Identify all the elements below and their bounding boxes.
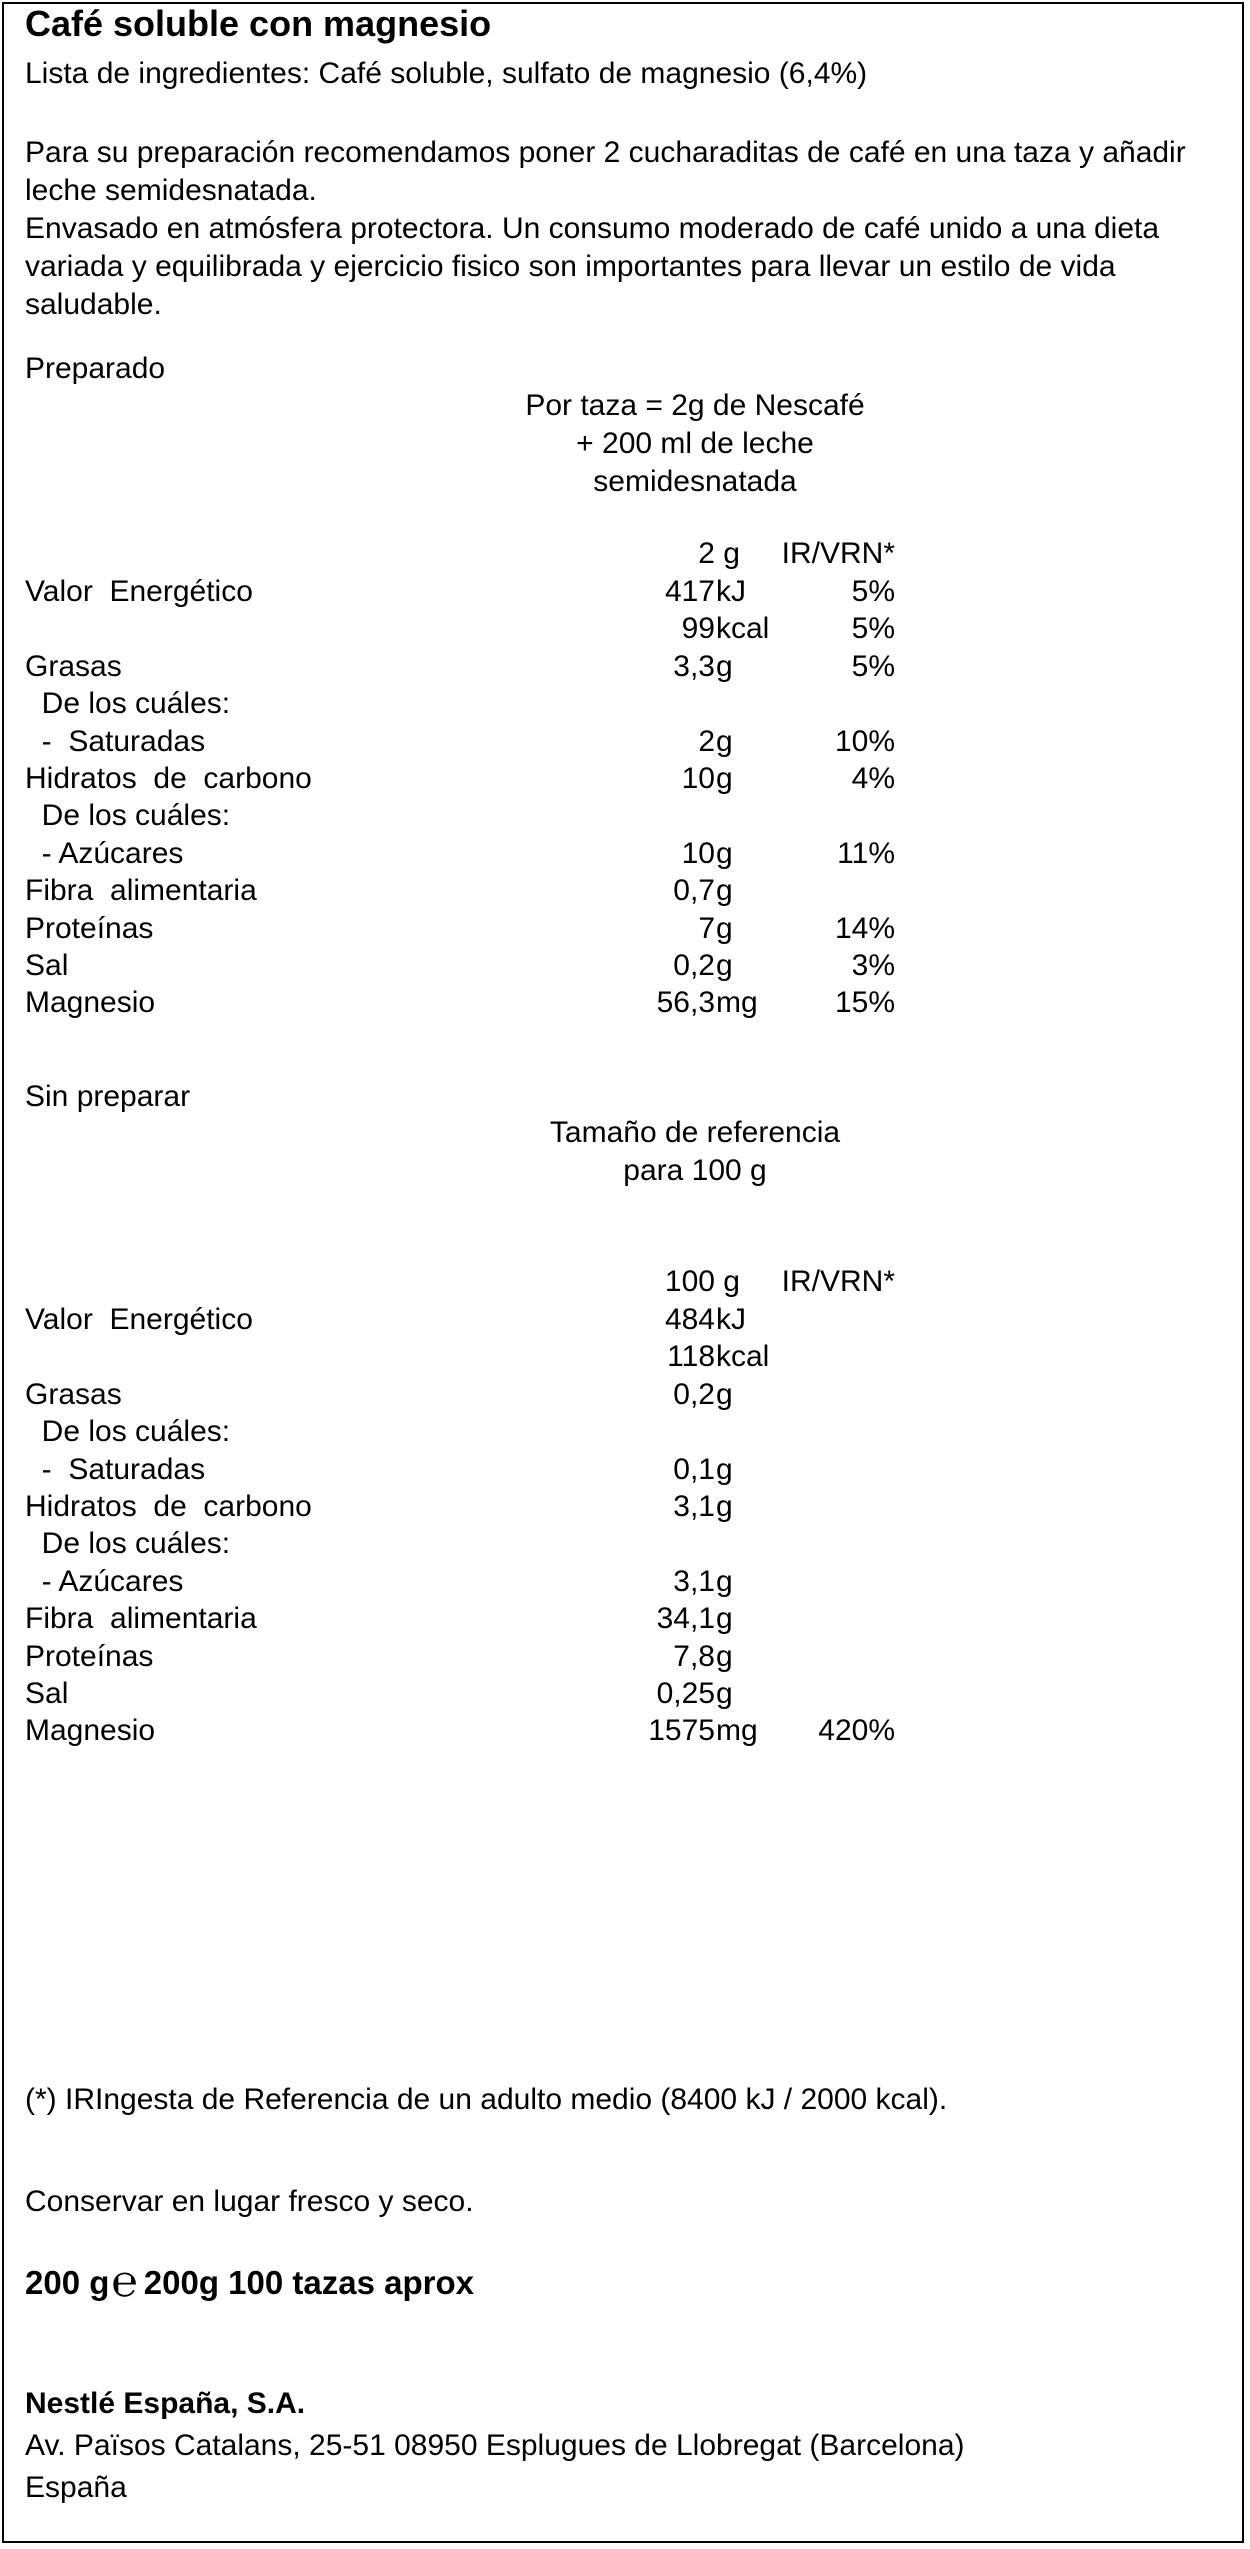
nutrient-value: 0,25 [656, 1677, 715, 1710]
nutrient-label: Magnesio [25, 1714, 156, 1747]
footnote: (*) IRIngesta de Referencia de un adulto medio (8400 kJ / 2000 kcal). [25, 2083, 948, 2116]
nutrient-label: Magnesio [25, 986, 156, 1019]
nutrient-ir-percent: 420% [818, 1714, 895, 1747]
nutrient-value: 0,1 [673, 1453, 715, 1486]
nutrient-unit: kJ [716, 1303, 746, 1336]
nutrient-label: - Azúcares [25, 837, 184, 870]
nutrient-unit: g [716, 1640, 733, 1673]
nutrient-ir-percent: 5% [851, 612, 895, 645]
nutrient-label: Valor Energético [25, 1303, 253, 1336]
unprepared-col-amount: 100 g [664, 1265, 740, 1298]
prepared-ref-line-3: semidesnatada [593, 465, 797, 498]
nutrient-ir-percent: 3% [851, 949, 895, 982]
nutrient-unit: g [716, 837, 733, 870]
nutrient-label: Proteínas [25, 912, 154, 945]
unprepared-ref-line-1: Tamaño de referencia [549, 1116, 841, 1149]
nutrient-unit: g [716, 725, 733, 758]
nutrient-ir-percent: 10% [834, 725, 895, 758]
nutrient-unit: g [716, 762, 733, 795]
nutrient-unit: kJ [716, 575, 746, 608]
prepared-section-label: Preparado [25, 352, 166, 385]
product-title: Café soluble con magnesio [25, 3, 492, 44]
nutrient-value: 99 [681, 612, 715, 645]
nutrient-label: De los cuáles: [25, 1527, 231, 1560]
estimated-sign-icon: ℮ [111, 2257, 138, 2306]
nutrient-unit: kcal [716, 1340, 770, 1373]
nutrient-unit: g [716, 949, 733, 982]
nutrient-label: - Saturadas [25, 1453, 206, 1486]
nutrient-label: Proteínas [25, 1640, 154, 1673]
ingredients-list: Lista de ingredientes: Café soluble, sulfato de magnesio (6,4%) [25, 57, 868, 90]
nutrient-ir-percent: 14% [834, 912, 895, 945]
preparation-text: Para su preparación recomendamos poner 2 cucharaditas de café en una taza y añadir leche semidesnatada. [25, 136, 1186, 207]
net-weight-detail: 200g 100 tazas aprox [143, 2264, 474, 2301]
nutrient-label: Valor Energético [25, 575, 253, 608]
nutrient-value: 417 [664, 575, 715, 608]
unprepared-ref-line-2: para 100 g [623, 1154, 767, 1187]
nutrient-label: De los cuáles: [25, 1415, 231, 1448]
nutrient-value: 56,3 [656, 986, 715, 1019]
nutrient-value: 3,3 [673, 650, 715, 683]
nutrient-unit: g [716, 1602, 733, 1635]
nutrient-label: Hidratos de carbono [25, 1490, 312, 1523]
nutrient-label: De los cuáles: [25, 687, 231, 720]
unprepared-col-ir: IR/VRN* [781, 1265, 895, 1298]
nutrient-label: Fibra alimentaria [25, 874, 257, 907]
nutrient-unit: g [716, 1565, 733, 1598]
nutrient-unit: mg [716, 1714, 758, 1747]
nutrient-ir-percent: 4% [851, 762, 895, 795]
nutrient-unit: g [716, 1378, 733, 1411]
nutrient-ir-percent: 5% [851, 650, 895, 683]
nutrient-value: 0,2 [673, 949, 715, 982]
nutrient-ir-percent: 5% [851, 575, 895, 608]
net-weight: 200 g [25, 2264, 110, 2301]
prepared-ref-line-1: Por taza = 2g de Nescafé [525, 389, 865, 422]
nutrient-value: 10 [681, 837, 715, 870]
nutrient-label: Grasas [25, 1378, 122, 1411]
prepared-col-amount: 2 g [698, 537, 740, 570]
nutrient-ir-percent: 15% [834, 986, 895, 1019]
nutrient-value: 1575 [648, 1714, 715, 1747]
nutrient-value: 0,7 [673, 874, 715, 907]
nutrient-value: 34,1 [656, 1602, 715, 1635]
nutrient-label: Grasas [25, 650, 122, 683]
nutrient-value: 3,1 [673, 1565, 715, 1598]
nutrient-value: 0,2 [673, 1378, 715, 1411]
nutrient-label: - Saturadas [25, 725, 206, 758]
storage-note: Envasado en atmósfera protectora. Un consumo moderado de café unido a una dieta variada y equilibrada y ejercicio fisico son importantes para llevar un estilo de vida saludable. [25, 212, 1160, 321]
prepared-ref-line-2: + 200 ml de leche [576, 427, 814, 460]
nutrient-ir-percent: 11% [837, 837, 895, 870]
unprepared-section-label: Sin preparar [25, 1080, 191, 1113]
nutrient-value: 2 [698, 725, 715, 758]
nutrient-label: Sal [25, 949, 69, 982]
nutrient-unit: g [716, 1677, 733, 1710]
nutrient-unit: mg [716, 986, 758, 1019]
nutrient-label: Hidratos de carbono [25, 762, 312, 795]
nutrient-unit: g [716, 1453, 733, 1486]
nutrient-value: 118 [667, 1340, 715, 1373]
nutrient-value: 3,1 [673, 1490, 715, 1523]
company-address: Av. Països Catalans, 25-51 08950 Esplugues de Llobregat (Barcelona) [25, 2429, 965, 2462]
conservation-note: Conservar en lugar fresco y seco. [25, 2185, 474, 2218]
nutrient-value: 484 [664, 1303, 715, 1336]
nutrient-value: 7,8 [673, 1640, 715, 1673]
nutrient-value: 7 [698, 912, 715, 945]
prepared-col-ir: IR/VRN* [781, 537, 895, 570]
nutrient-label: De los cuáles: [25, 799, 231, 832]
nutrient-label: - Azúcares [25, 1565, 184, 1598]
nutrient-label: Sal [25, 1677, 69, 1710]
company-name: Nestlé España, S.A. [25, 2387, 306, 2420]
company-country: España [25, 2471, 127, 2504]
nutrient-unit: g [716, 650, 733, 683]
nutrient-unit: g [716, 874, 733, 907]
nutrient-unit: g [716, 1490, 733, 1523]
nutrient-value: 10 [681, 762, 715, 795]
net-weight-line [25, 2257, 474, 2306]
nutrient-label: Fibra alimentaria [25, 1602, 257, 1635]
nutrient-unit: kcal [716, 612, 770, 645]
nutrient-unit: g [716, 912, 733, 945]
